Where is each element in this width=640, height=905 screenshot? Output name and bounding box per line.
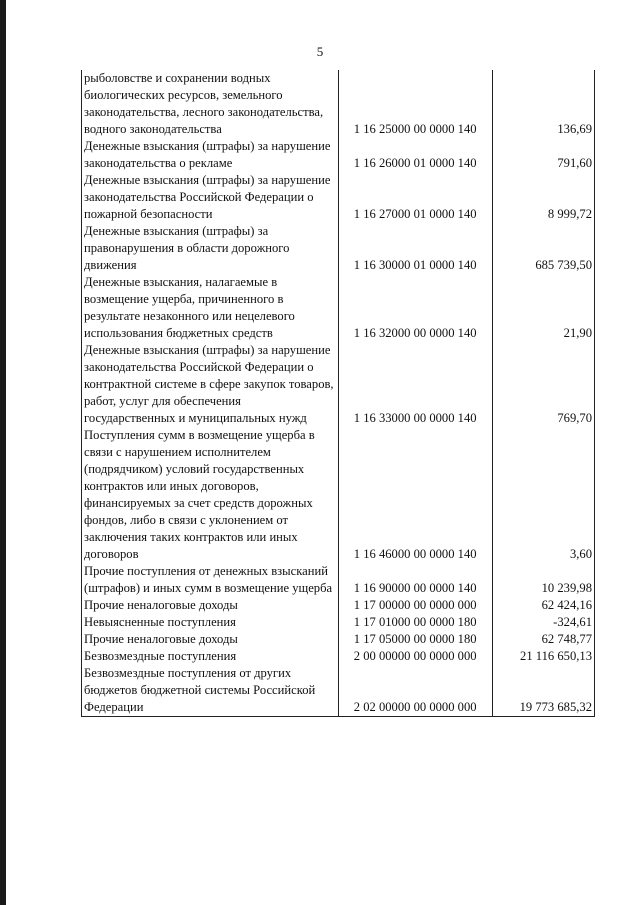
- revenue-name: Денежные взыскания (штрафы) за нарушение законодательства Российской Федерации о пожарной безопасности: [82, 172, 339, 223]
- revenue-name: Прочие неналоговые доходы: [82, 631, 339, 648]
- page-number: 5: [316, 44, 324, 59]
- amount: 8 999,72: [492, 172, 594, 223]
- amount: 685 739,50: [492, 223, 594, 274]
- revenue-name: Прочие поступления от денежных взысканий (штрафов) и иных сумм в возмещение ущерба: [82, 563, 339, 597]
- revenue-name: Прочие неналоговые доходы: [82, 597, 339, 614]
- amount: 21 116 650,13: [492, 648, 594, 665]
- amount: 62 748,77: [492, 631, 594, 648]
- table-row: [82, 665, 595, 717]
- budget-code: 2 00 00000 00 0000 000: [338, 648, 492, 665]
- budget-code: 1 17 05000 00 0000 180: [338, 631, 492, 648]
- revenue-table: [81, 70, 595, 717]
- revenue-name: Безвозмездные поступления: [82, 648, 339, 665]
- amount: 791,60: [492, 138, 594, 172]
- budget-code: 1 16 46000 00 0000 140: [338, 427, 492, 563]
- revenue-name: Денежные взыскания, налагаемые в возмещение ущерба, причиненного в результате незаконного или нецелевого использования бюджетных средств: [82, 274, 339, 342]
- budget-code: 1 16 30000 01 0000 140: [338, 223, 492, 274]
- amount: 62 424,16: [492, 597, 594, 614]
- amount: 136,69: [492, 70, 594, 138]
- table-row: [82, 223, 595, 274]
- revenue-name: Денежные взыскания (штрафы) за правонарушения в области дорожного движения: [82, 223, 339, 274]
- revenue-name: Денежные взыскания (штрафы) за нарушение законодательства Российской Федерации о контрактной системе в сфере закупок товаров, работ, услуг для обеспечения государственных и муниципальных нужд: [82, 342, 339, 427]
- revenue-name: Денежные взыскания (штрафы) за нарушение законодательства о рекламе: [82, 138, 339, 172]
- amount: 19 773 685,32: [492, 665, 594, 717]
- table-row: [82, 172, 595, 223]
- table-row: [82, 274, 595, 342]
- budget-code: 1 16 33000 00 0000 140: [338, 342, 492, 427]
- budget-code: 1 16 90000 00 0000 140: [338, 563, 492, 597]
- amount: 769,70: [492, 342, 594, 427]
- table-row: [82, 614, 595, 631]
- revenue-name: Поступления сумм в возмещение ущерба в связи с нарушением исполнителем (подрядчиком) условий государственных контрактов или иных договоров, финансируемых за счет средств дорожных фондов, либо в связи с уклонением от заключения таких контрактов или иных договоров: [82, 427, 339, 563]
- budget-code: 1 17 00000 00 0000 000: [338, 597, 492, 614]
- table-row: [82, 597, 595, 614]
- amount: 3,60: [492, 427, 594, 563]
- scan-edge: [0, 0, 6, 905]
- table-row: [82, 427, 595, 563]
- table-row: [82, 563, 595, 597]
- budget-code: 1 16 26000 01 0000 140: [338, 138, 492, 172]
- table-row: [82, 138, 595, 172]
- table-row: [82, 342, 595, 427]
- budget-code: 1 16 27000 01 0000 140: [338, 172, 492, 223]
- budget-code: 1 16 32000 00 0000 140: [338, 274, 492, 342]
- budget-code: 1 16 25000 00 0000 140: [338, 70, 492, 138]
- table-row: [82, 631, 595, 648]
- amount: -324,61: [492, 614, 594, 631]
- table-row: [82, 70, 595, 138]
- amount: 10 239,98: [492, 563, 594, 597]
- amount: 21,90: [492, 274, 594, 342]
- table-row: [82, 648, 595, 665]
- revenue-name: Невыясненные поступления: [82, 614, 339, 631]
- revenue-name: рыболовстве и сохранении водных биологических ресурсов, земельного законодательства, лесного законодательства, водного законодательства: [82, 70, 339, 138]
- budget-code: 2 02 00000 00 0000 000: [338, 665, 492, 717]
- budget-code: 1 17 01000 00 0000 180: [338, 614, 492, 631]
- revenue-name: Безвозмездные поступления от других бюджетов бюджетной системы Российской Федерации: [82, 665, 339, 717]
